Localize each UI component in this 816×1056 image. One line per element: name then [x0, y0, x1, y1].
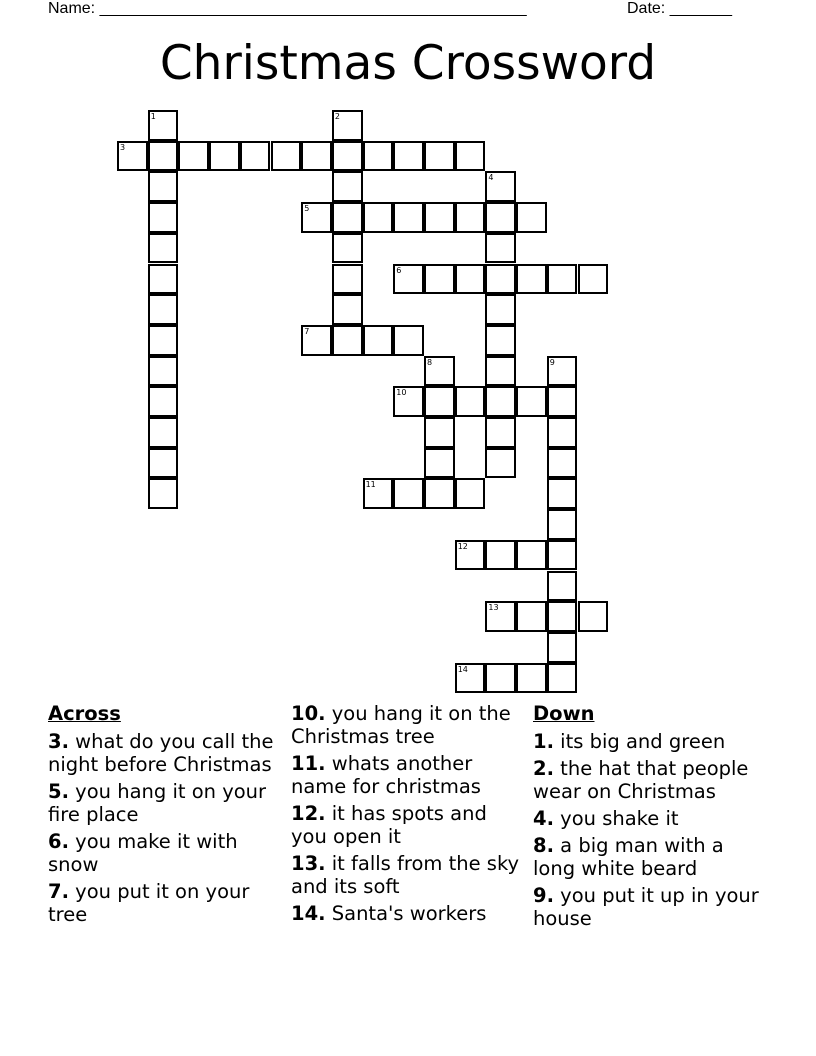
clue-number: 3.	[48, 730, 69, 753]
clue-column-1	[48, 702, 278, 930]
grid-cell[interactable]	[547, 448, 578, 479]
clue-text: the hat that people wear on Christmas	[533, 757, 749, 803]
grid-cell[interactable]	[516, 540, 547, 571]
grid-cell[interactable]	[301, 325, 332, 356]
page-title: Christmas Crossword	[159, 36, 657, 91]
clue-number: 10.	[291, 702, 326, 725]
clue-number-label: 2	[334, 112, 340, 121]
grid-cell[interactable]	[485, 202, 516, 233]
clue-number: 13.	[291, 852, 326, 875]
grid-cell[interactable]	[332, 141, 363, 172]
grid-cell[interactable]	[485, 663, 516, 694]
grid-cell[interactable]	[485, 540, 516, 571]
grid-cell[interactable]	[485, 325, 516, 356]
grid-cell[interactable]	[485, 233, 516, 264]
grid-cell[interactable]	[424, 417, 455, 448]
grid-cell[interactable]	[332, 233, 363, 264]
clue-number: 12.	[291, 802, 326, 825]
grid-cell[interactable]	[332, 294, 363, 325]
clue-number-label: 12	[457, 541, 468, 551]
grid-cell[interactable]	[547, 356, 578, 387]
grid-cell[interactable]	[424, 141, 455, 172]
grid-cell[interactable]	[485, 294, 516, 325]
clue-number-label: 8	[427, 357, 433, 367]
clue-column-3	[533, 702, 763, 934]
grid-cell[interactable]	[516, 386, 547, 417]
grid-cell[interactable]	[424, 448, 455, 479]
clue-across-14	[291, 902, 521, 925]
grid-cell[interactable]	[424, 478, 455, 509]
clue-across-6	[48, 830, 278, 876]
grid-cell[interactable]	[455, 540, 486, 571]
grid-cell[interactable]	[393, 202, 424, 233]
clue-number-label: 13	[488, 603, 499, 613]
name-field-line: Name: ________________________________________________	[48, 0, 527, 17]
grid-cell[interactable]	[424, 264, 455, 295]
grid-cell[interactable]	[178, 141, 209, 172]
grid-cell[interactable]	[332, 110, 363, 141]
grid-cell[interactable]	[117, 141, 148, 172]
grid-cell[interactable]	[148, 356, 179, 387]
clue-number-label: 9	[549, 357, 555, 367]
grid-cell[interactable]	[393, 264, 424, 295]
grid-cell[interactable]	[393, 478, 424, 509]
clue-column-2	[291, 702, 521, 929]
down-heading: Down	[533, 702, 595, 725]
grid-cell[interactable]	[516, 601, 547, 632]
grid-cell[interactable]	[547, 386, 578, 417]
clue-text: you make it with snow	[48, 830, 238, 876]
grid-cell[interactable]	[547, 663, 578, 694]
clue-text: whats another name for christmas	[291, 752, 481, 798]
grid-cell[interactable]	[301, 202, 332, 233]
clue-down-4	[533, 807, 763, 830]
grid-cell[interactable]	[455, 478, 486, 509]
grid-cell[interactable]	[148, 171, 179, 202]
grid-cell[interactable]	[578, 601, 609, 632]
grid-cell[interactable]	[363, 202, 394, 233]
grid-cell[interactable]	[363, 141, 394, 172]
clue-down-1	[533, 730, 763, 753]
clue-text: you shake it	[553, 807, 679, 830]
grid-cell[interactable]	[547, 509, 578, 540]
clue-number-label: 14	[457, 664, 468, 674]
clue-number: 2.	[533, 757, 554, 780]
clue-across-11	[291, 752, 521, 798]
grid-cell[interactable]	[516, 663, 547, 694]
grid-cell[interactable]	[424, 202, 455, 233]
grid-cell[interactable]	[547, 264, 578, 295]
grid-cell[interactable]	[516, 202, 547, 233]
clue-number-label: 1	[150, 112, 156, 121]
clue-text: it has spots and you open it	[291, 802, 487, 848]
clue-number: 4.	[533, 807, 554, 830]
grid-cell[interactable]	[547, 540, 578, 571]
clue-number-label: 3	[120, 142, 126, 152]
grid-cell[interactable]	[332, 202, 363, 233]
clue-number-label: 4	[488, 173, 494, 183]
grid-cell[interactable]	[455, 386, 486, 417]
grid-cell[interactable]	[455, 264, 486, 295]
clue-text: it falls from the sky and its soft	[291, 852, 520, 898]
clue-text: you hang it on the Christmas tree	[291, 702, 511, 748]
grid-cell[interactable]	[485, 448, 516, 479]
clue-text: a big man with a long white beard	[533, 834, 724, 880]
grid-cell[interactable]	[332, 325, 363, 356]
grid-cell[interactable]	[455, 141, 486, 172]
clue-number: 14.	[291, 902, 326, 925]
grid-cell[interactable]	[301, 141, 332, 172]
grid-cell[interactable]	[393, 141, 424, 172]
clue-number: 5.	[48, 780, 69, 803]
clue-text: you put it up in your house	[533, 884, 759, 930]
grid-cell[interactable]	[516, 264, 547, 295]
clue-number-label: 7	[304, 326, 310, 336]
clue-across-13	[291, 852, 521, 898]
grid-cell[interactable]	[455, 202, 486, 233]
clue-down-9	[533, 884, 763, 930]
grid-cell[interactable]	[455, 663, 486, 694]
grid-cell[interactable]	[485, 171, 516, 202]
clue-text: its big and green	[553, 730, 726, 753]
grid-cell[interactable]	[424, 386, 455, 417]
grid-cell[interactable]	[485, 601, 516, 632]
grid-cell[interactable]	[148, 110, 179, 141]
grid-cell[interactable]	[547, 478, 578, 509]
clue-text: Santa's workers	[325, 902, 487, 925]
clue-number-label: 10	[396, 388, 407, 398]
clue-number: 1.	[533, 730, 554, 753]
grid-cell[interactable]	[485, 386, 516, 417]
grid-cell[interactable]	[148, 264, 179, 295]
grid-cell[interactable]	[332, 171, 363, 202]
grid-cell[interactable]	[424, 356, 455, 387]
clue-number: 8.	[533, 834, 554, 857]
across-heading: Across	[48, 702, 121, 725]
clue-down-8	[533, 834, 763, 880]
clue-across-3	[48, 730, 278, 776]
grid-cell[interactable]	[148, 417, 179, 448]
clue-across-10	[291, 702, 521, 748]
grid-cell[interactable]	[148, 141, 179, 172]
clue-number: 9.	[533, 884, 554, 907]
grid-cell[interactable]	[547, 417, 578, 448]
grid-cell[interactable]	[393, 325, 424, 356]
clue-number: 7.	[48, 880, 69, 903]
clue-number-label: 6	[396, 265, 402, 275]
clue-number-label: 5	[304, 204, 310, 214]
clue-text: what do you call the night before Christmas	[48, 730, 274, 776]
grid-cell[interactable]	[148, 325, 179, 356]
grid-cell[interactable]	[148, 233, 179, 264]
clue-text: you hang it on your fire place	[48, 780, 267, 826]
clue-across-7	[48, 880, 278, 926]
clue-text: you put it on your tree	[48, 880, 250, 926]
grid-cell[interactable]	[485, 264, 516, 295]
clue-number-label: 11	[365, 480, 376, 490]
grid-cell[interactable]	[578, 264, 609, 295]
grid-cell[interactable]	[547, 571, 578, 602]
grid-cell[interactable]	[547, 601, 578, 632]
grid-cell[interactable]	[148, 448, 179, 479]
grid-cell[interactable]	[363, 478, 394, 509]
grid-cell[interactable]	[363, 325, 394, 356]
grid-cell[interactable]	[485, 417, 516, 448]
grid-cell[interactable]	[271, 141, 302, 172]
grid-cell[interactable]	[485, 356, 516, 387]
grid-cell[interactable]	[148, 294, 179, 325]
grid-cell[interactable]	[547, 632, 578, 663]
grid-cell[interactable]	[148, 478, 179, 509]
grid-cell[interactable]	[332, 264, 363, 295]
grid-cell[interactable]	[209, 141, 240, 172]
date-field-line: Date: _______	[627, 0, 732, 17]
clue-number: 6.	[48, 830, 69, 853]
grid-cell[interactable]	[148, 386, 179, 417]
clue-across-5	[48, 780, 278, 826]
grid-cell[interactable]	[148, 202, 179, 233]
clue-down-2	[533, 757, 763, 803]
clue-number: 11.	[291, 752, 326, 775]
clue-across-12	[291, 802, 521, 848]
grid-cell[interactable]	[240, 141, 271, 172]
grid-cell[interactable]	[393, 386, 424, 417]
